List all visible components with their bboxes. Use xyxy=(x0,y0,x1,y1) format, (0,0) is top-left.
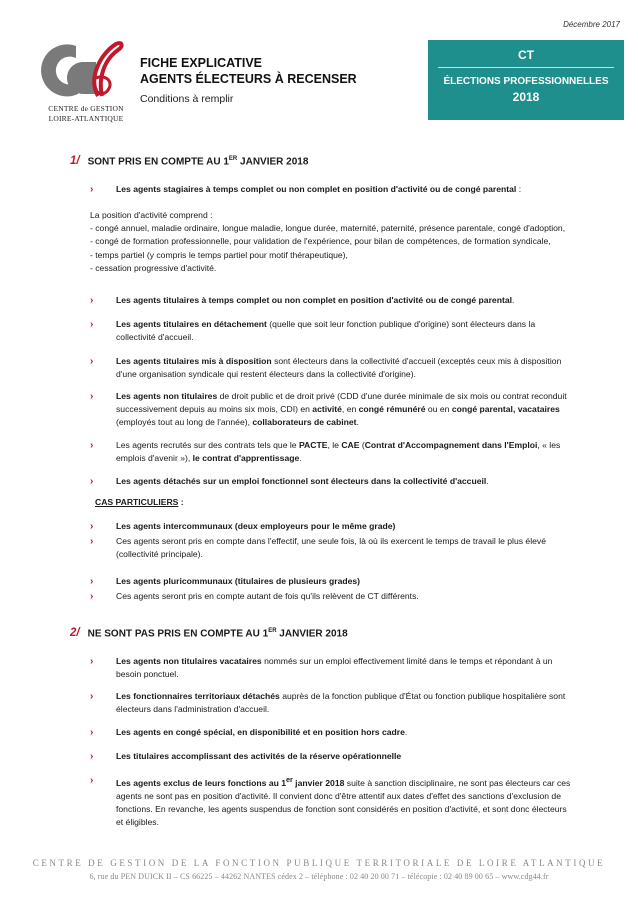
logo-mark-icon xyxy=(38,38,128,102)
chevron-right-icon: › xyxy=(90,391,94,402)
chevron-right-icon: › xyxy=(90,656,94,667)
s1-cas-pluricommunaux-text: › Ces agents seront pris en compte autant de fois qu'ils relèvent de CT différents. xyxy=(90,591,419,602)
section2-title: NE SONT PAS PRIS EN COMPTE AU 1ER JANVIER 2018 xyxy=(87,627,348,639)
ct-elections: ÉLECTIONS PROFESSIONNELLES xyxy=(443,76,609,87)
s2-item-reserve: › Les titulaires accomplissant des activités de la réserve opérationnelle xyxy=(90,751,402,762)
section2-heading xyxy=(70,627,348,639)
ct-label: CT xyxy=(518,48,534,62)
cas-particuliers-title: CAS PARTICULIERS : xyxy=(95,497,184,507)
footer-address: 6, rue du PEN DUICK II – CS 66225 – 44262 NANTES cédex 2 – téléphone : 02 40 20 00 71 – télécopie : 02 40 89 00 65 – www.cdg44.fr xyxy=(89,872,549,881)
s2-item-detaches: › Les fonctionnaires territoriaux détachés auprès de la fonction publique d'État ou fonction publique hospitalière sont électeurs dans l'administration d'accueil. xyxy=(90,691,566,715)
chevron-right-icon: › xyxy=(90,356,94,367)
logo-line2: LOIRE-ATLANTIQUE xyxy=(48,114,124,123)
chevron-right-icon: › xyxy=(90,727,94,738)
chevron-right-icon: › xyxy=(90,591,94,602)
s1-item-detachement: › Les agents titulaires en détachement (quelle que soit leur fonction publique d'origine) sont électeurs dans la collectivité d'accueil. xyxy=(90,319,536,343)
chevron-right-icon: › xyxy=(90,691,94,702)
footer-org-name: CENTRE DE GESTION DE LA FONCTION PUBLIQUE TERRITORIALE DE LOIRE ATLANTIQUE xyxy=(32,858,606,868)
chevron-right-icon: › xyxy=(90,476,94,487)
activity-list xyxy=(90,222,576,275)
chevron-right-icon: › xyxy=(90,775,94,786)
chevron-right-icon: › xyxy=(90,184,94,195)
s2-item-conge-special: › Les agents en congé spécial, en disponibilité et en position hors cadre. xyxy=(90,727,408,738)
title-line2: AGENTS ÉLECTEURS À RECENSER xyxy=(140,72,357,86)
chevron-right-icon: › xyxy=(90,440,94,451)
activity-position-block xyxy=(90,209,576,275)
section1-number: 1/ xyxy=(70,155,80,167)
s1-item-stagiaires: › Les agents stagiaires à temps complet ou non complet en position d'activité ou de congé parental : xyxy=(90,184,522,195)
chevron-right-icon: › xyxy=(90,295,94,306)
activity-list-item: - congé annuel, maladie ordinaire, longue maladie, longue durée, maternité, paternité, présence parentale, congé d'adoption, xyxy=(90,223,566,234)
title-line1: FICHE EXPLICATIVE xyxy=(140,56,263,70)
activity-list-item: - temps partiel (y compris le temps partiel pour motif thérapeutique), xyxy=(90,249,348,260)
logo-line1: CENTRE de GESTION xyxy=(48,104,124,113)
ct-banner xyxy=(428,40,624,120)
s1-item-emploi-fonctionnel: › Les agents détachés sur un emploi fonctionnel sont électeurs dans la collectivité d'accueil. xyxy=(90,476,489,487)
s1-item-mise-a-disposition: › Les agents titulaires mis à disposition sont électeurs dans la collectivité d'accueil (exceptés ceux mis à disposition d'une organisation syndicale qui restent électeurs dans la collectivité d'origine). xyxy=(90,356,562,380)
s1-cas-intercommunaux: › Les agents intercommunaux (deux employeurs pour le même grade) xyxy=(90,521,396,532)
section2-number: 2/ xyxy=(70,627,80,639)
activity-list-item: - cessation progressive d'activité. xyxy=(90,262,217,273)
title-block xyxy=(140,55,400,105)
document-date: Décembre 2017 xyxy=(563,20,620,29)
activity-list-item: - congé de formation professionnelle, pour validation de l'expérience, pour bilan de compétences, de formation syndicale, xyxy=(90,236,551,247)
s2-item-exclus: › Les agents exclus de leurs fonctions au 1er janvier 2018 suite à sanction disciplinaire, ne sont pas électeurs car ces agents ne sont pas en position d'activité. Il convient donc d'être attentif aux dates d'effet des sanctions d'exclusion de fonctions. En revanche, les agents suspendus de fonction sont considérés en position d'activité, et sont donc électeurs et éligibles. xyxy=(90,775,571,828)
subtitle: Conditions à remplir xyxy=(140,93,234,105)
chevron-right-icon: › xyxy=(90,319,94,330)
chevron-right-icon: › xyxy=(90,536,94,547)
s1-item-non-titulaires: › Les agents non titulaires de droit public et de droit privé (CDD d'une durée minimale de six mois ou contrat reconduit successivement depuis au moins six mois, CDI) en activité, en congé rémunéré ou en congé parental, vacataires (employés tout au long de l'année), collaborateurs de cabinet. xyxy=(90,391,567,428)
chevron-right-icon: › xyxy=(90,521,94,532)
activity-intro: La position d'activité comprend : xyxy=(90,210,213,220)
section1-title: SONT PRIS EN COMPTE AU 1ER JANVIER 2018 xyxy=(87,155,309,167)
s1-item-titulaires: › Les agents titulaires à temps complet ou non complet en position d'activité ou de congé parental. xyxy=(90,295,515,306)
ct-year: 2018 xyxy=(512,90,540,104)
ct-divider xyxy=(438,67,614,68)
s1-cas-intercommunaux-text: › Ces agents seront pris en compte dans l'effectif, une seule fois, là où ils exercent le temps de travail le plus élevé (collectivité principale). xyxy=(90,536,546,560)
s1-item-contrats: › Les agents recrutés sur des contrats tels que le PACTE, le CAE (Contrat d'Accompagnement dans l'Emploi, « les emplois d'avenir »), le contrat d'apprentissage. xyxy=(90,440,561,464)
s2-item-vacataires: › Les agents non titulaires vacataires nommés sur un emploi effectivement limité dans le temps et répondant à un besoin ponctuel. xyxy=(90,656,553,680)
section1-heading xyxy=(70,155,308,167)
cdg-logo xyxy=(38,38,128,124)
s1-cas-pluricommunaux: › Les agents pluricommunaux (titulaires de plusieurs grades) xyxy=(90,576,361,587)
chevron-right-icon: › xyxy=(90,751,94,762)
chevron-right-icon: › xyxy=(90,576,94,587)
